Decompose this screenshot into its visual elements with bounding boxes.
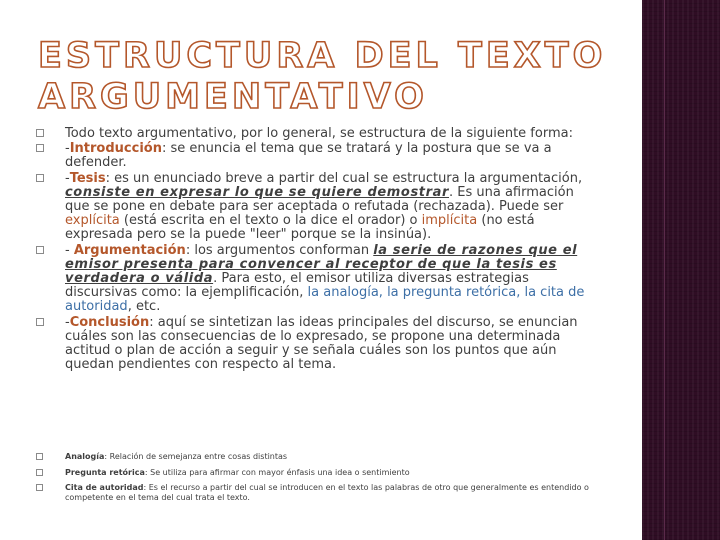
- footnote-pregunta-retorica: [36, 468, 596, 478]
- checkbox-square-icon: [36, 318, 44, 326]
- argumentacion-definition-underlined: la serie de razones que el emisor presenta para convencer al receptor de que la tesis es verdadera o válida: [65, 242, 578, 287]
- checkbox-square-icon: [36, 453, 43, 460]
- footnote-term: Analogía: [65, 452, 105, 461]
- bullet-introduccion: [36, 142, 596, 170]
- bullet-prefix: -: [65, 141, 70, 157]
- footnote-text: : Relación de semejanza entre cosas distintas: [104, 452, 288, 461]
- checkbox-square-icon: [36, 484, 43, 491]
- bullet-text: Todo texto argumentativo, por lo general, se estructura de la siguiente forma:: [65, 126, 573, 141]
- term-conclusion: Conclusión: [69, 314, 150, 330]
- footnote-term: Cita de autoridad: [65, 483, 144, 493]
- bullet-text: . Para esto, el emisor utiliza diversas estrategias discursivas como: la ejemplificación,: [65, 271, 529, 301]
- bullet-argumentacion: [36, 244, 596, 315]
- term-argumentacion: Argumentación: [73, 242, 186, 258]
- bullet-text: : es un enunciado breve a partir del cual se estructura la argumentación,: [105, 170, 583, 186]
- tesis-definition-underlined: consiste en expresar lo que se quiere demostrar: [65, 184, 449, 200]
- bullet-prefix: -: [65, 170, 70, 186]
- bullet-text: (está escrita en el texto o la dice el orador) o: [119, 213, 422, 229]
- bullet-text: . Es una afirmación que se pone en debate para ser aceptada o refutada (rechazada). Puede ser: [65, 184, 574, 215]
- bullet-prefix: -: [65, 242, 74, 258]
- bullet-text: (no está expresada pero se la puede "leer" porque se la insinúa).: [65, 213, 535, 243]
- checkbox-square-icon: [36, 469, 43, 476]
- bullet-tesis: [36, 172, 596, 243]
- bullet-text: : aquí se sintetizan las ideas principales del discurso, se enuncian cuáles son las consecuencias de lo expresado, se propone una determinada actitud o plan de acción a seguir y se señala cuáles son los puntos que aún quedan pendientes con respecto al tema.: [65, 314, 578, 373]
- bullet-intro-structure: [36, 127, 596, 141]
- slide-title: [38, 36, 618, 118]
- bullet-text: : se enuncia el tema que se tratará y la postura que se va a defender.: [65, 141, 552, 171]
- checkbox-square-icon: [36, 129, 44, 137]
- footnote-list: [36, 452, 596, 508]
- title-line-1: ESTRUCTURA DEL TEXTO: [38, 36, 607, 76]
- main-bullet-list: [36, 127, 596, 372]
- footnote-text: : Se utiliza para afirmar con mayor énfasis una idea o sentimiento: [144, 467, 410, 477]
- title-line-2: ARGUMENTATIVO: [38, 77, 428, 117]
- term-introduccion: Introducción: [69, 141, 162, 157]
- decorative-side-panel: [642, 0, 720, 540]
- strategies-highlight: la analogía, la pregunta retórica, la cita de autoridad: [65, 285, 585, 315]
- footnote-analogia: [36, 452, 596, 462]
- term-explicita: explícita: [65, 213, 120, 229]
- term-tesis: Tesis: [69, 170, 106, 186]
- bullet-prefix: -: [65, 314, 70, 330]
- checkbox-square-icon: [36, 144, 44, 152]
- checkbox-square-icon: [36, 246, 44, 254]
- footnote-term: Pregunta retórica: [65, 467, 145, 477]
- side-panel-divider: [664, 0, 665, 540]
- term-implicita: implícita: [421, 213, 478, 229]
- bullet-conclusion: [36, 316, 596, 373]
- checkbox-square-icon: [36, 174, 44, 182]
- bullet-text: : los argumentos conforman: [185, 242, 374, 258]
- bullet-text: , etc.: [127, 299, 161, 315]
- footnote-text: : Es el recurso a partir del cual se introducen en el texto las palabras de otro que generalmente es entendido o competente en el tema del cual trata el texto.: [65, 483, 589, 502]
- footnote-cita-autoridad: [36, 483, 596, 502]
